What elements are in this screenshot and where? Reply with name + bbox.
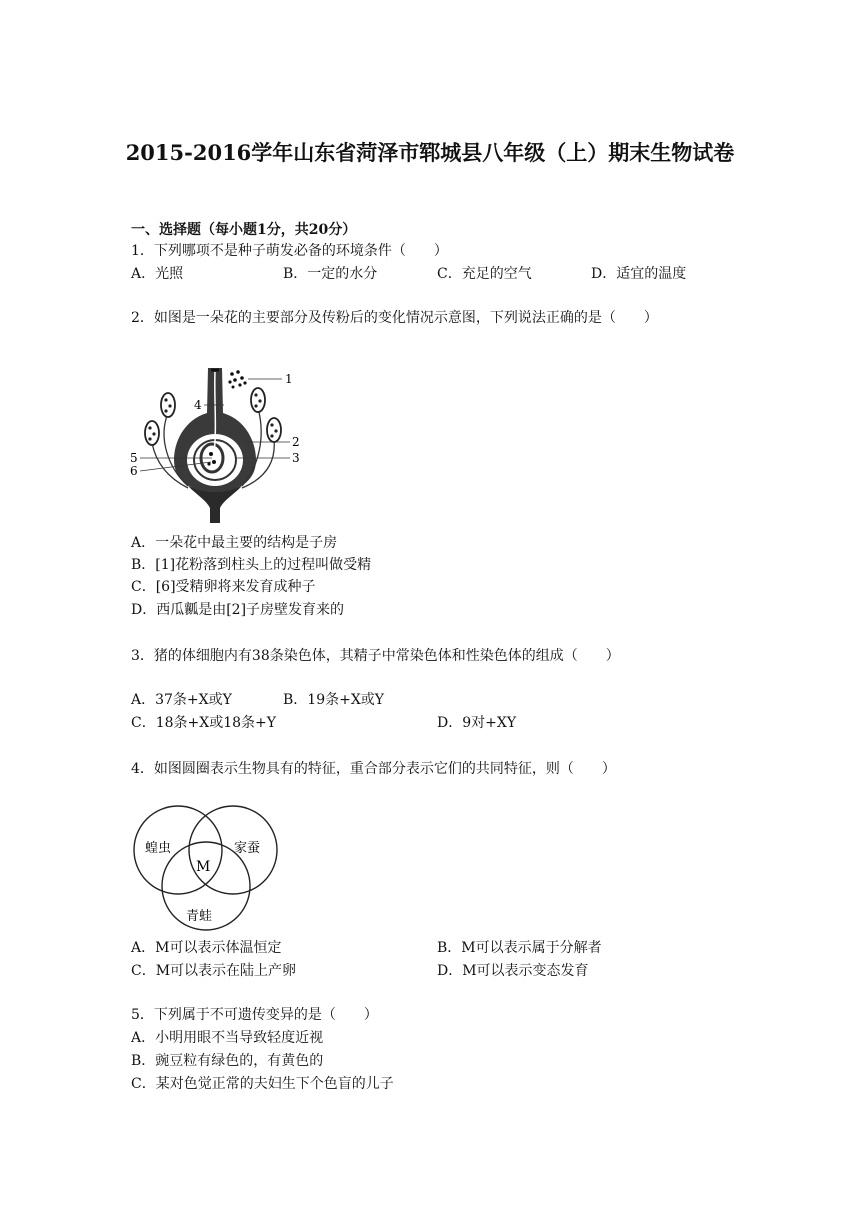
question-3-option-c: C．18条+X或18条+Y: [131, 715, 277, 731]
question-1-option-b: B．一定的水分: [283, 266, 378, 282]
question-3-option-d: D．9对+XY: [437, 715, 517, 731]
question-1-option-a: A．光照: [131, 266, 184, 282]
figure-label-4: 4: [194, 398, 202, 412]
figure-label-1: 1: [285, 372, 293, 386]
question-2-option-d: D．西瓜瓤是由[2]子房壁发育来的: [131, 602, 345, 618]
question-4-option-d: D．M可以表示变态发育: [437, 963, 589, 979]
question-5-stem: 5．下列属于不可遗传变异的是（ ）: [131, 1007, 378, 1023]
question-2-option-a: A．一朵花中最主要的结构是子房: [131, 535, 338, 551]
section-heading: 一、选择题（每小题1分，共20分）: [131, 222, 357, 238]
question-4-option-a: A．M可以表示体温恒定: [131, 940, 282, 956]
venn-label-bottom: 青蛙: [186, 909, 213, 924]
figure-label-6: 6: [130, 464, 138, 478]
question-3-option-b: B．19条+X或Y: [283, 692, 385, 708]
question-2-option-c: C．[6]受精卵将来发育成种子: [131, 579, 316, 595]
page-title: 2015-2016学年山东省菏泽市郓城县八年级（上）期末生物试卷: [125, 140, 735, 165]
question-2-option-b: B．[1]花粉落到柱头上的过程叫做受精: [131, 557, 372, 573]
question-1-option-c: C．充足的空气: [437, 266, 532, 282]
venn-diagram: [128, 802, 288, 934]
venn-label-left: 蝗虫: [145, 841, 172, 856]
question-1-stem: 1．下列哪项不是种子萌发必备的环境条件（ ）: [131, 243, 448, 259]
figure-label-5: 5: [130, 451, 138, 465]
figure-label-2: 2: [292, 435, 300, 449]
question-4-option-b: B．M可以表示属于分解者: [437, 940, 602, 956]
question-4-stem: 4．如图圆圈表示生物具有的特征，重合部分表示它们的共同特征，则（ ）: [131, 761, 616, 777]
question-3-option-a: A．37条+X或Y: [131, 692, 232, 708]
question-5-option-a: A．小明用眼不当导致轻度近视: [131, 1030, 324, 1046]
question-2-stem: 2．如图是一朵花的主要部分及传粉后的变化情况示意图，下列说法正确的是（ ）: [131, 310, 658, 326]
question-5-option-b: B．豌豆粒有绿色的，有黄色的: [131, 1053, 324, 1069]
figure-label-3: 3: [292, 451, 300, 465]
question-3-stem: 3．猪的体细胞内有38条染色体，其精子中常染色体和性染色体的组成（ ）: [131, 648, 620, 664]
flower-diagram: [128, 358, 308, 528]
question-5-option-c: C．某对色觉正常的夫妇生下个色盲的儿子: [131, 1076, 394, 1092]
question-1-option-d: D．适宜的温度: [591, 266, 687, 282]
venn-label-center: M: [196, 859, 211, 875]
question-4-option-c: C．M可以表示在陆上产卵: [131, 963, 297, 979]
venn-label-right: 家蚕: [234, 841, 261, 856]
